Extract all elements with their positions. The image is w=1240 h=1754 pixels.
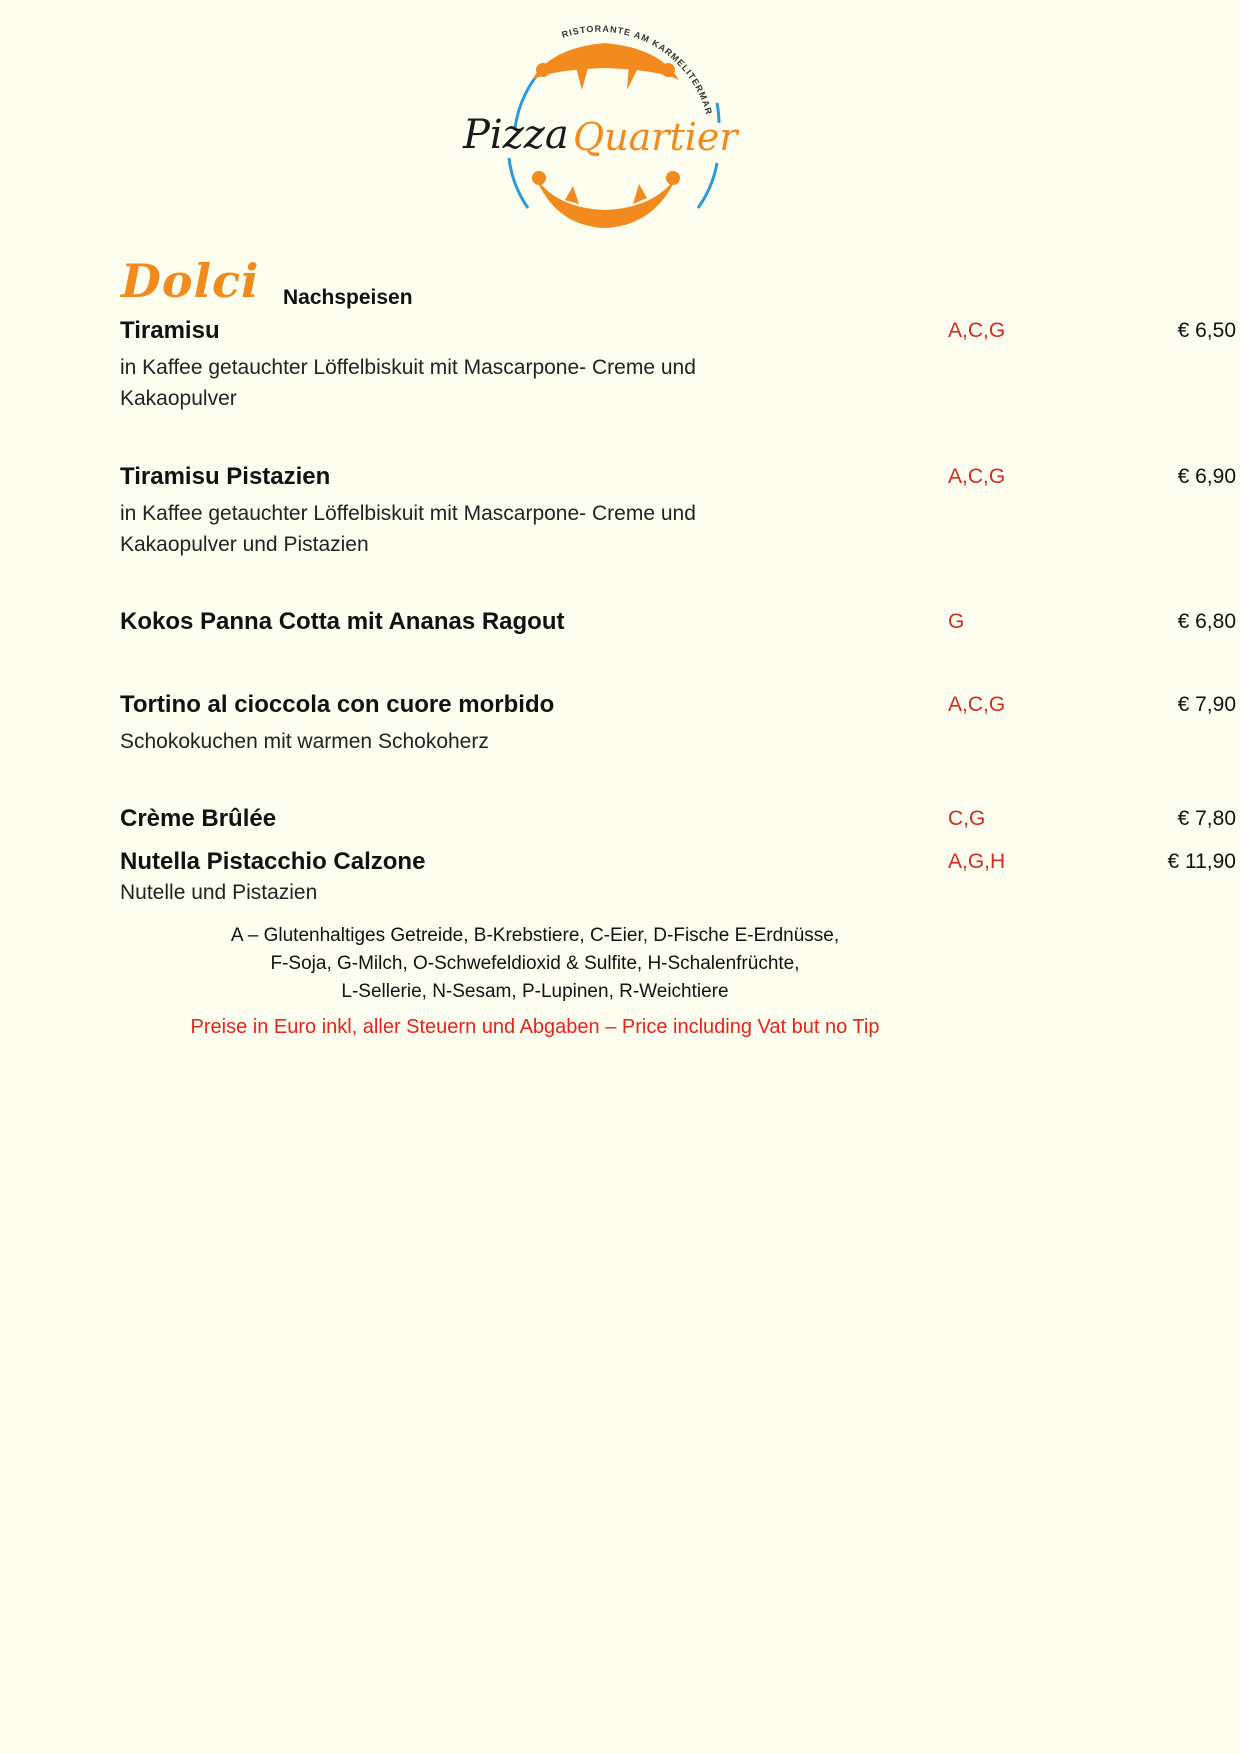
menu-item xyxy=(120,804,1236,834)
item-name: Crème Brûlée xyxy=(120,805,277,832)
allergen-legend xyxy=(120,922,950,1006)
item-allergens: A,C,G xyxy=(948,693,1006,716)
item-name: Tiramisu xyxy=(120,317,220,344)
item-name: Tortino al cioccola con cuore morbido xyxy=(120,691,555,718)
logo-word-quartier: Quartier xyxy=(573,115,738,159)
item-price: € 6,50 xyxy=(1177,319,1236,342)
item-name: Kokos Panna Cotta mit Ananas Ragout xyxy=(120,608,565,635)
item-allergens: C,G xyxy=(948,807,986,830)
logo-arc-text: RISTORANTE AM KARMELITERMAR xyxy=(560,23,715,117)
item-description: in Kaffee getauchter Löffelbiskuit mit Mascarpone- Creme und Kakaopulver und Pistazien xyxy=(120,502,696,556)
item-price: € 11,90 xyxy=(1167,850,1236,873)
menu-item xyxy=(120,690,1236,757)
menu-item xyxy=(120,847,1236,908)
legend-line: A – Glutenhaltiges Getreide, B-Krebstiere, C-Eier, D-Fische E-Erdnüsse, xyxy=(230,925,840,946)
item-price: € 6,80 xyxy=(1177,610,1236,633)
legend-line: L-Sellerie, N-Sesam, P-Lupinen, R-Weichtiere xyxy=(341,981,729,1002)
item-allergens: A,G,H xyxy=(948,850,1006,873)
restaurant-logo xyxy=(455,8,755,238)
item-description: Nutelle und Pistazien xyxy=(120,881,318,904)
menu-item xyxy=(120,316,1236,414)
item-allergens: G xyxy=(948,610,965,633)
item-allergens: A,C,G xyxy=(948,319,1006,342)
item-name: Nutella Pistacchio Calzone xyxy=(120,848,426,875)
price-note: Preise in Euro inkl, aller Steuern und Abgaben – Price including Vat but no Tip xyxy=(190,1016,880,1038)
item-description: Schokokuchen mit warmen Schokoherz xyxy=(120,730,489,753)
item-allergens: A,C,G xyxy=(948,465,1006,488)
section-title: Dolci xyxy=(121,254,260,308)
item-price: € 6,90 xyxy=(1177,465,1236,488)
section-subtitle: Nachspeisen xyxy=(283,286,413,309)
logo-graphic xyxy=(455,8,755,238)
menu-item xyxy=(120,607,1236,637)
logo-word-pizza: Pizza xyxy=(463,112,569,158)
menu-item xyxy=(120,462,1236,560)
item-price: € 7,90 xyxy=(1177,693,1236,716)
item-name: Tiramisu Pistazien xyxy=(120,463,331,490)
item-price: € 7,80 xyxy=(1177,807,1236,830)
item-description: in Kaffee getauchter Löffelbiskuit mit Mascarpone- Creme und Kakaopulver xyxy=(120,356,696,410)
legend-line: F-Soja, G-Milch, O-Schwefeldioxid & Sulfite, H-Schalenfrüchte, xyxy=(270,953,800,974)
